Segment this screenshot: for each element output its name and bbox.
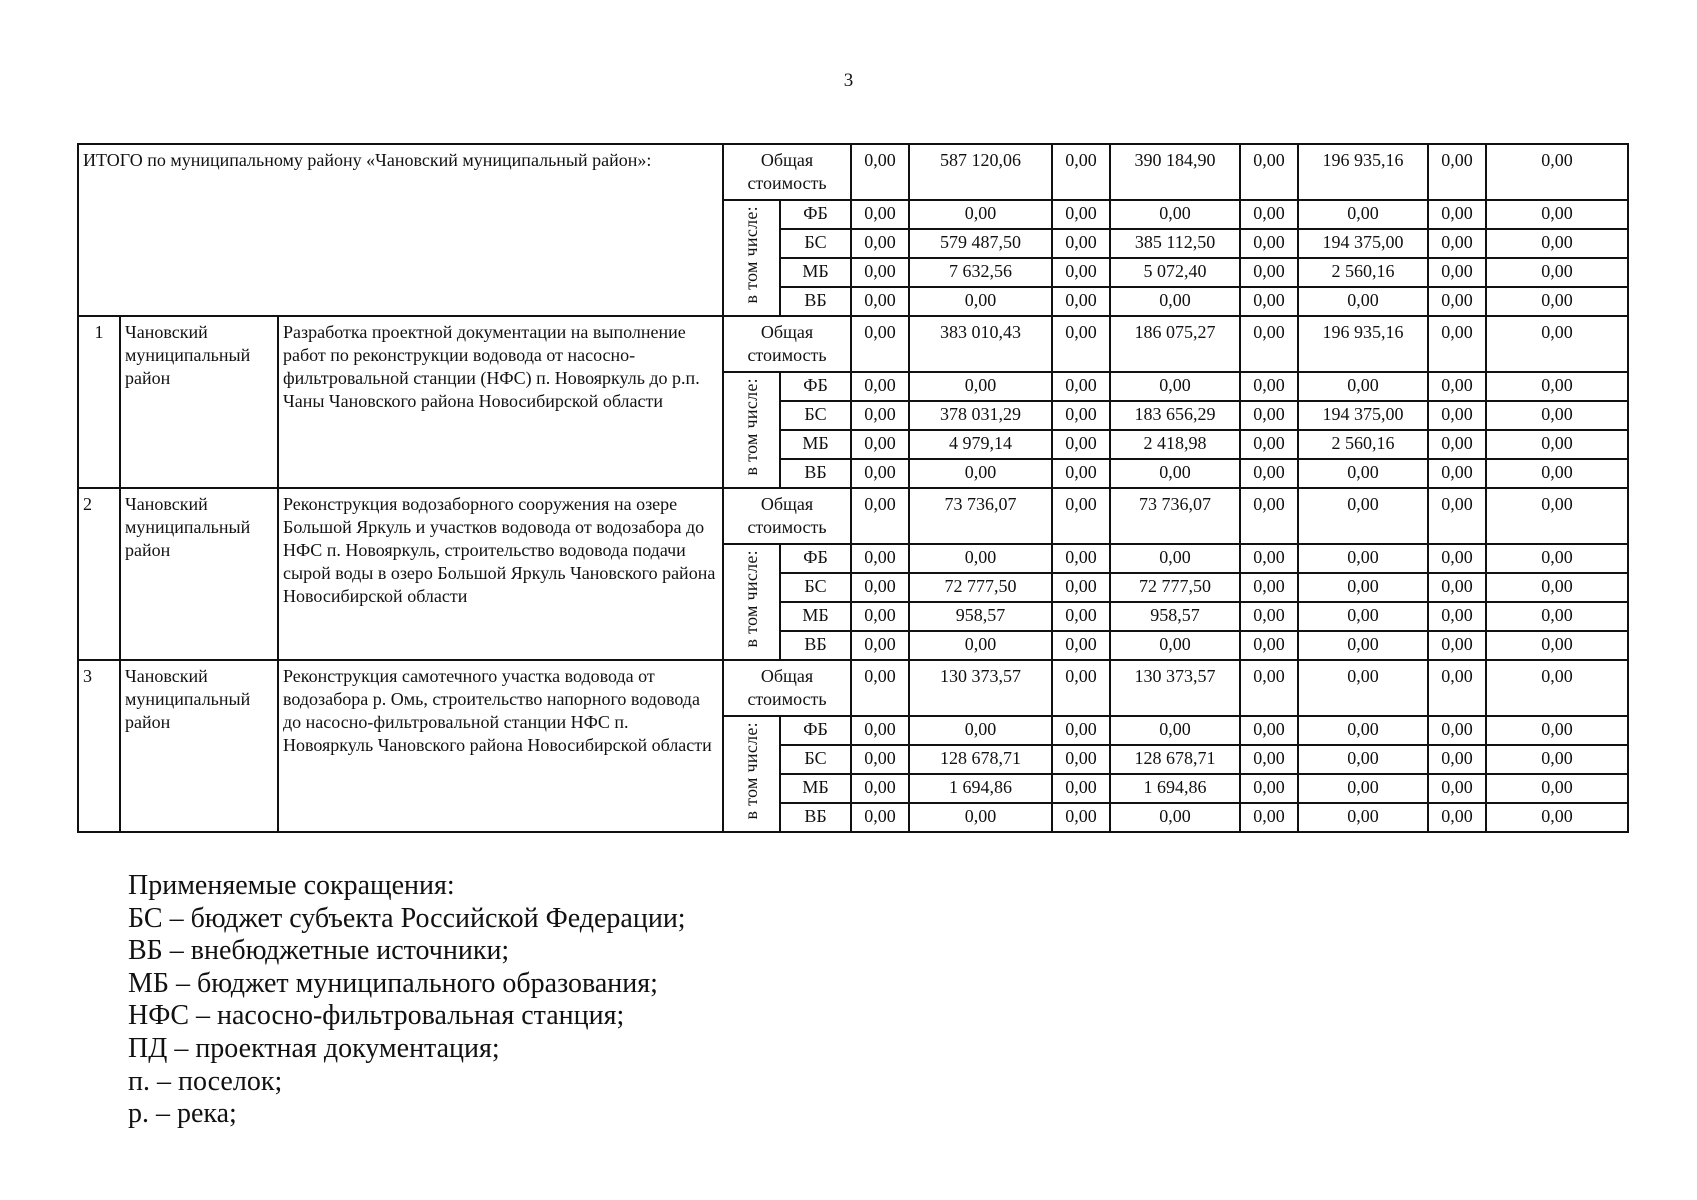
legend-item: МБ – бюджет муниципального образования;: [128, 967, 658, 999]
source-value: 0,00: [851, 287, 909, 316]
total-value: 186 075,27: [1110, 316, 1240, 372]
project-number: 3: [78, 660, 120, 832]
source-value: 0,00: [1428, 774, 1486, 803]
total-value: 0,00: [1240, 144, 1298, 200]
source-value: 0,00: [1240, 401, 1298, 430]
source-value: 0,00: [851, 200, 909, 229]
source-value: 0,00: [1240, 372, 1298, 401]
source-label: ВБ: [780, 631, 851, 660]
total-value: 130 373,57: [909, 660, 1052, 716]
abbreviations-legend: [128, 870, 686, 1131]
source-value: 0,00: [909, 803, 1052, 832]
source-value: 0,00: [1298, 774, 1428, 803]
source-label: БС: [780, 229, 851, 258]
source-value: 0,00: [1428, 544, 1486, 573]
source-value: 128 678,71: [909, 745, 1052, 774]
source-label: ФБ: [780, 372, 851, 401]
source-value: 0,00: [1486, 372, 1628, 401]
source-value: 0,00: [1486, 573, 1628, 602]
source-value: 0,00: [1240, 229, 1298, 258]
source-value: 194 375,00: [1298, 401, 1428, 430]
total-cost-label: Общая стоимость: [723, 488, 851, 544]
source-value: 0,00: [1052, 459, 1110, 488]
source-value: 958,57: [1110, 602, 1240, 631]
source-value: 0,00: [909, 716, 1052, 745]
source-label: ВБ: [780, 803, 851, 832]
total-value: 0,00: [851, 144, 909, 200]
source-value: 0,00: [1428, 745, 1486, 774]
budget-table: [77, 143, 1629, 833]
legend-item: п. – поселок;: [128, 1065, 283, 1097]
source-value: 958,57: [909, 602, 1052, 631]
including-label-cell: [723, 716, 780, 832]
source-value: 0,00: [909, 459, 1052, 488]
total-value: 0,00: [1428, 144, 1486, 200]
source-value: 4 979,14: [909, 430, 1052, 459]
source-value: 0,00: [1486, 258, 1628, 287]
source-value: 0,00: [1428, 200, 1486, 229]
including-label: в том числе:: [741, 722, 762, 820]
source-value: 0,00: [1052, 430, 1110, 459]
source-value: 7 632,56: [909, 258, 1052, 287]
table-body: [78, 144, 1628, 832]
total-value: 0,00: [1240, 660, 1298, 716]
source-value: 72 777,50: [909, 573, 1052, 602]
source-label: ФБ: [780, 544, 851, 573]
source-label: МБ: [780, 602, 851, 631]
source-value: 0,00: [1486, 287, 1628, 316]
source-value: 0,00: [1298, 573, 1428, 602]
source-value: 0,00: [1052, 287, 1110, 316]
project-description: Реконструкция водозаборного сооружения на озере Большой Яркуль и участков водовода от водозабора до НФС п. Новояркуль, строительство водовода подачи сырой воды в озеро Большой Яркуль Чановского района Новосибирской области: [278, 488, 723, 660]
project-description: Разработка проектной документации на выполнение работ по реконструкции водовода от насосно-фильтровальной станции (НФС) п. Новояркуль до р.п. Чаны Чановского района Новосибирской области: [278, 316, 723, 488]
project-district: Чановский муниципальный район: [120, 660, 278, 832]
source-value: 0,00: [1428, 287, 1486, 316]
source-value: 0,00: [1486, 716, 1628, 745]
source-value: 0,00: [1110, 631, 1240, 660]
total-value: 196 935,16: [1298, 144, 1428, 200]
legend-items: [128, 903, 686, 1131]
source-value: 0,00: [1298, 287, 1428, 316]
source-value: 0,00: [1428, 573, 1486, 602]
source-value: 0,00: [1052, 774, 1110, 803]
project-number: 2: [78, 488, 120, 660]
total-value: 0,00: [1052, 488, 1110, 544]
source-value: 1 694,86: [1110, 774, 1240, 803]
source-value: 5 072,40: [1110, 258, 1240, 287]
project-number: 1: [78, 316, 120, 488]
source-value: 0,00: [1240, 287, 1298, 316]
source-value: 0,00: [1052, 716, 1110, 745]
source-value: 0,00: [1428, 631, 1486, 660]
source-value: 2 418,98: [1110, 430, 1240, 459]
source-value: 579 487,50: [909, 229, 1052, 258]
including-label: в том числе:: [741, 206, 762, 304]
total-value: 0,00: [1240, 488, 1298, 544]
including-label: в том числе:: [741, 378, 762, 476]
source-value: 0,00: [1110, 200, 1240, 229]
legend-item: НФС – насосно-фильтровальная станция;: [128, 1000, 625, 1032]
total-value: 0,00: [1052, 660, 1110, 716]
including-label-cell: [723, 372, 780, 488]
source-value: 0,00: [1298, 372, 1428, 401]
source-value: 0,00: [1052, 631, 1110, 660]
legend-item: р. – река;: [128, 1098, 237, 1130]
total-value: 130 373,57: [1110, 660, 1240, 716]
source-value: 0,00: [1428, 372, 1486, 401]
source-value: 0,00: [1486, 803, 1628, 832]
source-value: 128 678,71: [1110, 745, 1240, 774]
source-label: МБ: [780, 774, 851, 803]
total-value: 0,00: [1486, 316, 1628, 372]
source-value: 0,00: [1052, 401, 1110, 430]
legend-item: ВБ – внебюджетные источники;: [128, 935, 510, 967]
source-value: 0,00: [1428, 602, 1486, 631]
source-value: 0,00: [851, 716, 909, 745]
source-value: 0,00: [1240, 803, 1298, 832]
total-cost-label: Общая стоимость: [723, 660, 851, 716]
source-label: МБ: [780, 430, 851, 459]
source-value: 0,00: [1052, 372, 1110, 401]
source-value: 0,00: [851, 372, 909, 401]
source-value: 0,00: [1486, 631, 1628, 660]
source-value: 0,00: [1428, 803, 1486, 832]
source-value: 0,00: [851, 745, 909, 774]
project-row: [78, 316, 1628, 372]
source-value: 0,00: [1110, 372, 1240, 401]
source-value: 0,00: [1428, 430, 1486, 459]
project-district: Чановский муниципальный район: [120, 316, 278, 488]
source-value: 0,00: [909, 200, 1052, 229]
total-value: 196 935,16: [1298, 316, 1428, 372]
source-value: 0,00: [851, 459, 909, 488]
total-value: 0,00: [1428, 660, 1486, 716]
source-value: 0,00: [1486, 544, 1628, 573]
source-value: 0,00: [1110, 803, 1240, 832]
total-value: 0,00: [1486, 488, 1628, 544]
source-value: 0,00: [1052, 745, 1110, 774]
project-row: [78, 660, 1628, 716]
source-label: ФБ: [780, 716, 851, 745]
total-value: 383 010,43: [909, 316, 1052, 372]
total-value: 0,00: [1052, 316, 1110, 372]
source-value: 0,00: [1240, 745, 1298, 774]
source-label: БС: [780, 745, 851, 774]
source-value: 0,00: [1240, 602, 1298, 631]
source-value: 0,00: [1052, 573, 1110, 602]
source-value: 0,00: [1240, 200, 1298, 229]
source-value: 0,00: [1110, 459, 1240, 488]
total-value: 587 120,06: [909, 144, 1052, 200]
source-value: 0,00: [1298, 544, 1428, 573]
source-value: 194 375,00: [1298, 229, 1428, 258]
source-value: 0,00: [909, 287, 1052, 316]
source-value: 0,00: [1486, 774, 1628, 803]
summary-row: [78, 144, 1628, 200]
source-value: 0,00: [1240, 573, 1298, 602]
including-label: в том числе:: [741, 550, 762, 648]
source-value: 0,00: [1428, 716, 1486, 745]
source-value: 0,00: [851, 573, 909, 602]
legend-item: БС – бюджет субъекта Российской Федерации;: [128, 902, 686, 934]
total-value: 0,00: [1486, 660, 1628, 716]
project-row: [78, 488, 1628, 544]
source-value: 0,00: [1298, 716, 1428, 745]
source-label: БС: [780, 401, 851, 430]
source-value: 0,00: [851, 229, 909, 258]
source-value: 0,00: [1240, 258, 1298, 287]
source-value: 0,00: [1298, 745, 1428, 774]
source-value: 0,00: [851, 430, 909, 459]
source-value: 0,00: [851, 803, 909, 832]
total-value: 73 736,07: [1110, 488, 1240, 544]
source-value: 2 560,16: [1298, 258, 1428, 287]
source-value: 0,00: [1428, 258, 1486, 287]
source-value: 72 777,50: [1110, 573, 1240, 602]
source-label: ФБ: [780, 200, 851, 229]
source-value: 0,00: [1110, 716, 1240, 745]
total-value: 0,00: [1240, 316, 1298, 372]
source-value: 0,00: [1052, 803, 1110, 832]
source-value: 0,00: [1486, 745, 1628, 774]
source-value: 0,00: [1052, 544, 1110, 573]
total-value: 73 736,07: [909, 488, 1052, 544]
source-label: БС: [780, 573, 851, 602]
source-value: 0,00: [1110, 287, 1240, 316]
total-cost-label: Общая стоимость: [723, 144, 851, 200]
source-value: 0,00: [909, 372, 1052, 401]
total-value: 0,00: [1428, 488, 1486, 544]
source-value: 0,00: [1110, 544, 1240, 573]
source-value: 0,00: [1052, 200, 1110, 229]
project-district: Чановский муниципальный район: [120, 488, 278, 660]
source-value: 0,00: [909, 544, 1052, 573]
source-value: 0,00: [1298, 459, 1428, 488]
source-label: МБ: [780, 258, 851, 287]
source-value: 0,00: [851, 602, 909, 631]
source-value: 0,00: [1240, 544, 1298, 573]
source-label: ВБ: [780, 287, 851, 316]
page-number: 3: [843, 70, 854, 91]
total-value: 0,00: [1298, 660, 1428, 716]
source-value: 0,00: [1486, 602, 1628, 631]
total-value: 0,00: [851, 316, 909, 372]
source-value: 0,00: [1486, 459, 1628, 488]
total-value: 0,00: [1428, 316, 1486, 372]
source-value: 183 656,29: [1110, 401, 1240, 430]
including-label-cell: [723, 544, 780, 660]
source-value: 0,00: [1486, 430, 1628, 459]
legend-item: ПД – проектная документация;: [128, 1032, 500, 1064]
source-value: 0,00: [1428, 229, 1486, 258]
source-value: 0,00: [1240, 459, 1298, 488]
project-description: Реконструкция самотечного участка водовода от водозабора р. Омь, строительство напорного водовода до насосно-фильтровальной станции НФС п. Новояркуль Чановского района Новосибирской области: [278, 660, 723, 832]
source-value: 378 031,29: [909, 401, 1052, 430]
source-value: 0,00: [851, 631, 909, 660]
source-value: 2 560,16: [1298, 430, 1428, 459]
total-value: 0,00: [1052, 144, 1110, 200]
total-value: 0,00: [851, 660, 909, 716]
source-value: 0,00: [851, 258, 909, 287]
total-value: 0,00: [1486, 144, 1628, 200]
source-value: 0,00: [1240, 774, 1298, 803]
legend-title: Применяемые сокращения:: [128, 870, 455, 901]
total-value: 0,00: [1298, 488, 1428, 544]
source-value: 0,00: [1298, 200, 1428, 229]
source-value: 0,00: [1240, 631, 1298, 660]
source-label: ВБ: [780, 459, 851, 488]
total-value: 390 184,90: [1110, 144, 1240, 200]
source-value: 0,00: [1428, 459, 1486, 488]
source-value: 0,00: [1240, 716, 1298, 745]
source-value: 0,00: [1298, 602, 1428, 631]
source-value: 0,00: [1298, 631, 1428, 660]
source-value: 0,00: [1486, 200, 1628, 229]
source-value: 0,00: [1052, 229, 1110, 258]
including-label-cell: [723, 200, 780, 316]
total-value: 0,00: [851, 488, 909, 544]
source-value: 385 112,50: [1110, 229, 1240, 258]
source-value: 0,00: [1486, 229, 1628, 258]
source-value: 1 694,86: [909, 774, 1052, 803]
source-value: 0,00: [909, 631, 1052, 660]
source-value: 0,00: [1240, 430, 1298, 459]
source-value: 0,00: [851, 401, 909, 430]
source-value: 0,00: [851, 544, 909, 573]
source-value: 0,00: [1428, 401, 1486, 430]
source-value: 0,00: [1298, 803, 1428, 832]
source-value: 0,00: [1052, 258, 1110, 287]
summary-title: ИТОГО по муниципальному району «Чановский муниципальный район»:: [78, 144, 723, 316]
source-value: 0,00: [1052, 602, 1110, 631]
source-value: 0,00: [1486, 401, 1628, 430]
total-cost-label: Общая стоимость: [723, 316, 851, 372]
source-value: 0,00: [851, 774, 909, 803]
